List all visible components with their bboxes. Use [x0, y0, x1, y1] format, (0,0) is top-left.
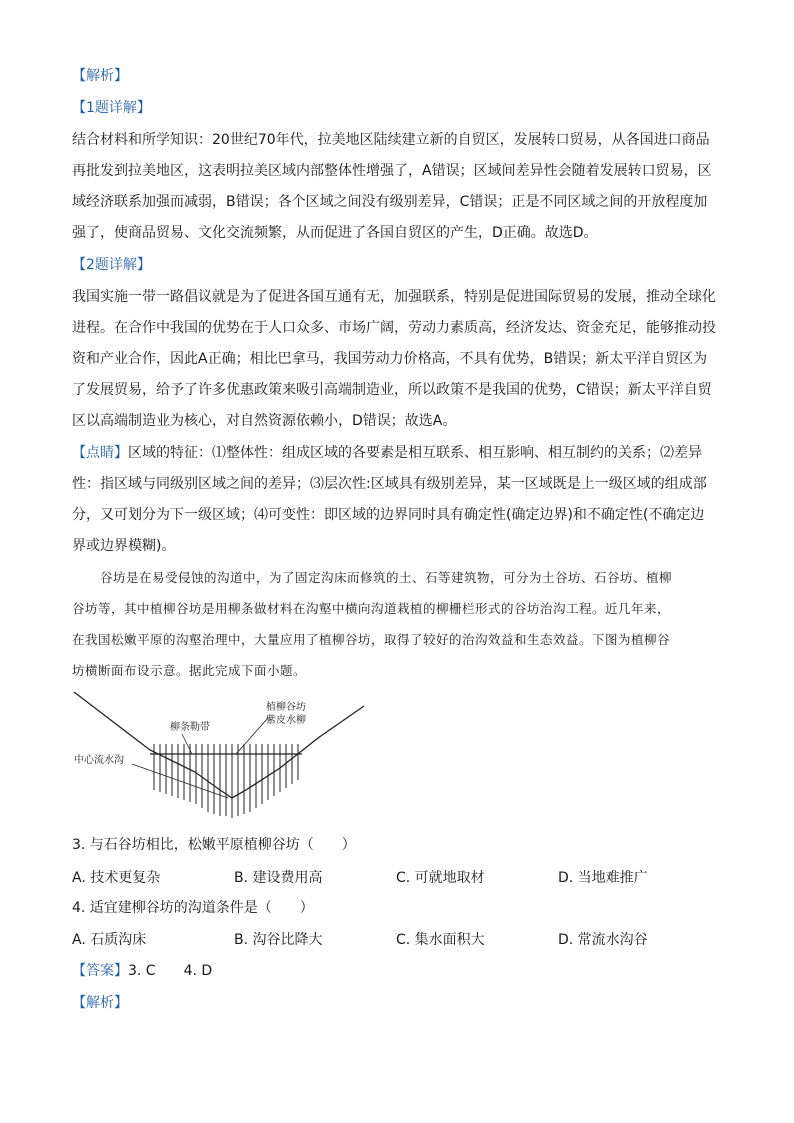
tip-paragraph-first-line	[72, 443, 702, 463]
q2-text-line: 进程。在合作中我国的优势在于人口众多、市场广阔，劳动力素质高，经济发达、资金充足，能够推动投	[72, 320, 716, 336]
q1-text-line: 域经济联系加强而减弱，B错误；各个区域之间没有级别差异，C错误；正是不同区域之间的开放程度加	[72, 194, 708, 210]
q2-text-line: 我国实施一带一路倡议就是为了促进各国互通有无，加强联系，特别是促进国际贸易的发展，推动全球化	[72, 289, 716, 305]
q2-heading: 【2题详解】	[72, 257, 151, 273]
analysis-heading-2: 【解析】	[72, 995, 128, 1011]
question-3-stem: 3. 与石谷坊相比，松嫩平原植柳谷坊（ ）	[72, 837, 356, 853]
planted-dam-label-1: 植柳谷坊	[266, 702, 306, 713]
answer-text: 3. C 4. D	[128, 963, 213, 979]
willow-stakes	[154, 744, 298, 818]
question-4-stem: 4. 适宜建柳谷坊的沟道条件是（ ）	[72, 900, 314, 916]
q3-option-a: A. 技术更复杂	[72, 870, 161, 886]
tip-text-line: 分，又可划分为下一级区域；⑷可变性：即区域的边界同时具有确定性(确定边界)和不确定性(不确定边	[72, 507, 705, 523]
willow-belt-label: 柳条勒带	[170, 722, 210, 733]
intro-text-line: 谷坊等，其中植柳谷坊是用柳条做材料在沟壑中横向沟道栽植的柳栅栏形式的谷坊治沟工程。近几年来，	[72, 601, 671, 616]
analysis-heading: 【解析】	[72, 68, 128, 84]
intro-text-line: 谷坊是在易受侵蚀的沟道中，为了固定沟床而修筑的土、石等建筑物，可分为土谷坊、石谷坊、植柳	[100, 570, 673, 585]
q3-option-d: D. 当地难推广	[558, 870, 648, 886]
tip-text-line: 界或边界模糊)。	[72, 538, 176, 554]
tip-text-line: 区域的特征：⑴整体性：组成区域的各要素是相互联系、相互影响、相互制约的关系；⑵差异	[128, 445, 702, 461]
planted-dam-leader	[236, 718, 268, 754]
q2-text-line: 了发展贸易，给予了许多优惠政策来吸引高端制造业，所以政策不是我国的优势，C错误；新太平洋自贸	[72, 382, 712, 398]
q1-text-line: 再批发到拉美地区，这表明拉美区域内部整体性增强了，A错误；区域间差异性会随着发展转口贸易，区	[72, 163, 712, 179]
tip-text-line: 性：指区域与同级别区域之间的差异；⑶层次性:区域具有级别差异，某一区域既是上一级区域的组成部	[72, 476, 707, 492]
answer-line	[72, 961, 212, 981]
q4-option-c: C. 集水面积大	[396, 932, 485, 948]
q2-text-line: 区以高端制造业为核心，对自然资源依赖小，D错误；故选A。	[72, 413, 457, 429]
q1-text-line: 强了，使商品贸易、文化交流频繁，从而促进了各国自贸区的产生，D正确。故选D。	[72, 225, 598, 241]
q3-option-b: B. 建设费用高	[234, 870, 323, 886]
center-channel-label: 中心流水沟	[74, 755, 124, 766]
valley-slope-line	[74, 692, 364, 798]
planted-dam-label-2: 紫皮水柳	[266, 715, 306, 726]
q4-option-d: D. 常流水沟谷	[558, 932, 648, 948]
q2-text-line: 资和产业合作，因此A正确；相比巴拿马，我国劳动力价格高，不具有优势，B错误；新太平洋自贸区为	[72, 351, 708, 367]
willow-check-dam-cross-section-diagram	[70, 690, 370, 825]
tip-label: 【点睛】	[72, 445, 128, 461]
intro-text-line: 坊横断面布设示意。据此完成下面小题。	[72, 663, 307, 678]
intro-text-line: 在我国松嫩平原的沟壑治理中，大量应用了植柳谷坊，取得了较好的治沟效益和生态效益。下图为植柳谷	[72, 632, 671, 647]
q4-option-b: B. 沟谷比降大	[234, 932, 323, 948]
q4-option-a: A. 石质沟床	[72, 932, 147, 948]
q1-text-line: 结合材料和所学知识：20世纪70年代，拉美地区陆续建立新的自贸区，发展转口贸易，从各国进口商品	[72, 132, 710, 148]
q3-option-c: C. 可就地取材	[396, 870, 485, 886]
q1-heading: 【1题详解】	[72, 100, 151, 116]
answer-label: 【答案】	[72, 963, 128, 979]
